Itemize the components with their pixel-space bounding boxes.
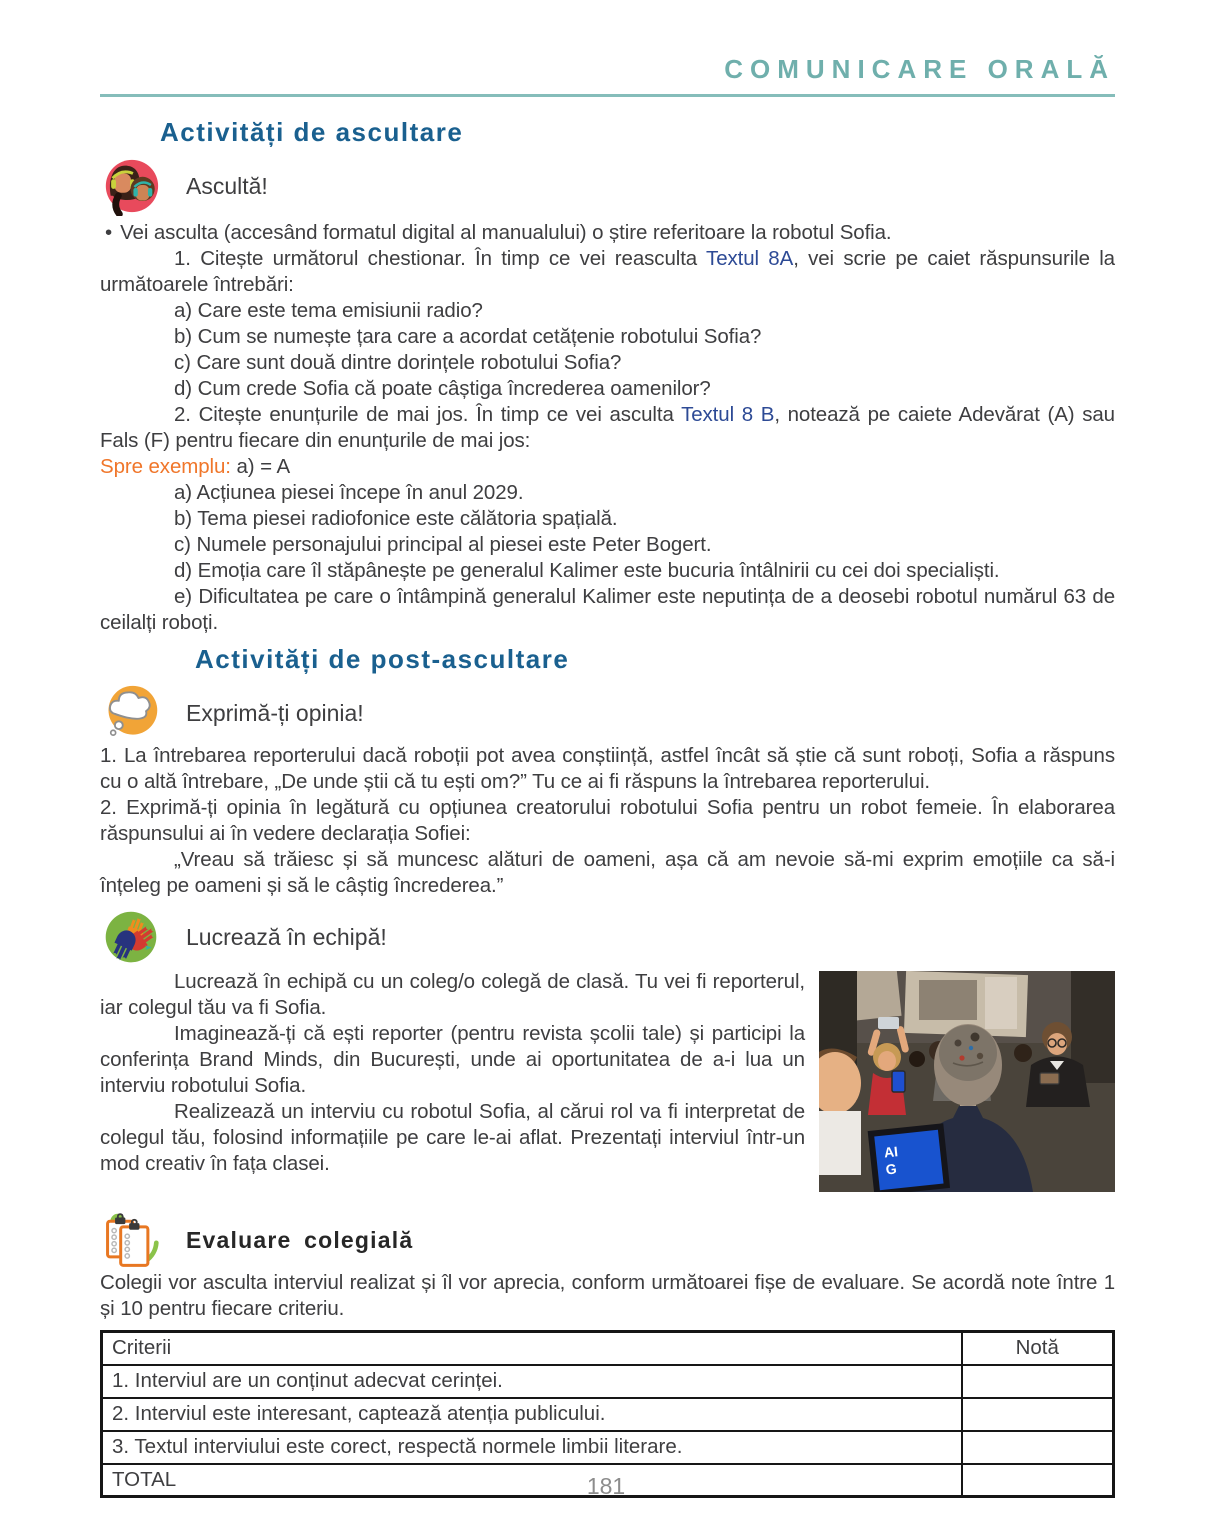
- table-row: [102, 1365, 1114, 1398]
- photo-screen-text-1: AI: [883, 1143, 899, 1161]
- page-content: [0, 54, 1212, 1498]
- task-1-after: , vei scrie pe caiet răspunsurile la următoarele întrebări:: [100, 247, 1115, 296]
- example-line: [100, 454, 1115, 480]
- question-a: a) Care este tema emisiunii radio?: [174, 299, 483, 322]
- listen-activity-row: [100, 156, 1115, 216]
- page-header: [100, 54, 1115, 97]
- criteria-header: Criterii: [102, 1332, 962, 1365]
- task-2-text-link[interactable]: Textul 8 B: [681, 403, 775, 426]
- task-1-text-link[interactable]: Textul 8A: [706, 247, 794, 270]
- task-2-after: , notează pe caiete Adevărat (A) sau Fals (F) pentru fiecare din enunțurile de mai jos:: [100, 403, 1115, 452]
- question-c: c) Care sunt două dintre dorințele robotului Sofia?: [174, 351, 622, 374]
- statement-e: e) Dificultatea pe care o întâmpină generalul Kalimer este neputința de a deosebi robotul numărul 63 de ceilalți roboți.: [100, 585, 1115, 634]
- clipboards-icon: [100, 1210, 162, 1270]
- example-value: a) = A: [230, 455, 291, 478]
- page-number: 181: [586, 1473, 626, 1499]
- task-2: [100, 402, 1115, 454]
- criterion-1: 1. Interviul are un conținut adecvat cerinței.: [102, 1365, 962, 1398]
- bullet-glyph: •: [105, 221, 113, 244]
- conference-photo: [819, 971, 1115, 1192]
- task-1-before: 1. Citește următorul chestionar. În timp ce vei reasculta: [174, 247, 707, 270]
- listen-headphones-icon: [100, 156, 162, 216]
- grade-cell-2: [962, 1398, 1114, 1431]
- grade-cell-1: [962, 1365, 1114, 1398]
- table-row: [102, 1431, 1114, 1464]
- intro-bullet: [100, 220, 1115, 246]
- sofia-quote: „Vreau să trăiesc și să muncesc alături de oameni, așa că am nevoie să-mi exprim emoțiile ca să-i înțeleg pe oameni și să le câștig încrederea.”: [100, 848, 1115, 897]
- statement-c: c) Numele personajului principal al piesei este Peter Bogert.: [174, 533, 712, 556]
- statement-b: b) Tema piesei radiofonice este călătoria spațială.: [174, 507, 618, 530]
- section-title-listening: Activități de ascultare: [160, 117, 464, 147]
- header-rule: [100, 94, 1115, 97]
- teamwork-section: [100, 969, 1115, 1202]
- question-b: b) Cum se numește țara care a acordat cetățenie robotului Sofia?: [174, 325, 762, 348]
- teamwork-para-3: Realizează un interviu cu robotul Sofia, al cărui rol va fi interpretat de colegul tău, folosind informațiile pe care le-ai aflat. Prezentați interviul într-un mod creativ în fața clasei.: [100, 1100, 805, 1175]
- opinion-activity-label: Exprimă-ți opinia!: [186, 699, 364, 726]
- post-listening-para-2: 2. Exprimă-ți opinia în legătură cu opțiunea creatorului robotului Sofia pentru un robot femeie. În elaborarea răspunsului ai în vedere declarația Sofiei:: [100, 796, 1115, 845]
- section-title-post-listening: Activități de post-ascultare: [195, 644, 570, 674]
- post-listening-para-1: 1. La întrebarea reporterului dacă roboții pot avea conștiință, astfel încât să știe că sunt roboți, Sofia a răspuns cu o altă întrebare, „De unde știi că tu ești om?” Tu ce ai fi răspuns la întrebarea reporterului.: [100, 744, 1115, 793]
- table-row: [102, 1398, 1114, 1431]
- total-row-label: TOTAL: [102, 1464, 962, 1497]
- teamwork-activity-label: Lucrează în echipă!: [186, 923, 387, 950]
- teamwork-para-1: Lucrează în echipă cu un coleg/o colegă de clasă. Tu vei fi reporterul, iar colegul tău va fi Sofia.: [100, 970, 805, 1019]
- grade-header: Notă: [962, 1332, 1114, 1365]
- opinion-activity-row: [100, 683, 1115, 743]
- example-label: Spre exemplu:: [100, 455, 231, 478]
- listen-activity-label: Ascultă!: [186, 172, 268, 199]
- statement-d: d) Emoția care îl stăpânește pe generalul Kalimer este bucuria întâlnirii cu cei doi specialiști.: [174, 559, 1000, 582]
- photo-screen-text-2: G: [884, 1160, 898, 1178]
- table-header-row: [102, 1332, 1114, 1365]
- question-d: d) Cum crede Sofia că poate câștiga încrederea oamenilor?: [174, 377, 711, 400]
- task-1: [100, 246, 1115, 298]
- evaluation-intro: Colegii vor asculta interviul realizat și îl vor aprecia, conform următoarei fișe de evaluare. Se acordă note între 1 și 10 pentru fiecare criteriu.: [100, 1271, 1115, 1320]
- teamwork-activity-row: [100, 907, 1115, 967]
- chapter-title: COMUNICARE ORALĂ: [724, 54, 1115, 84]
- team-hands-icon: [100, 907, 162, 967]
- teamwork-para-2: Imaginează-ți că ești reporter (pentru revista școlii tale) și participi la conferința Brand Minds, din București, unde ai oportunitatea de a-i lua un interviu robotului Sofia.: [100, 1022, 805, 1097]
- statement-a: a) Acțiunea piesei începe în anul 2029.: [174, 481, 524, 504]
- criterion-3: 3. Textul interviului este corect, respectă normele limbii literare.: [102, 1431, 962, 1464]
- evaluation-title: Evaluare colegială: [186, 1226, 414, 1253]
- task-2-before: 2. Citește enunțurile de mai jos. În timp ce vei asculta: [174, 403, 682, 426]
- evaluation-activity-row: [100, 1210, 1115, 1270]
- intro-bullet-text: Vei asculta (accesând formatul digital al manualului) o știre referitoare la robotul Sofia.: [120, 221, 892, 244]
- thought-bubble-icon: [100, 683, 162, 743]
- criterion-2: 2. Interviul este interesant, captează atenția publicului.: [102, 1398, 962, 1431]
- grade-cell-3: [962, 1431, 1114, 1464]
